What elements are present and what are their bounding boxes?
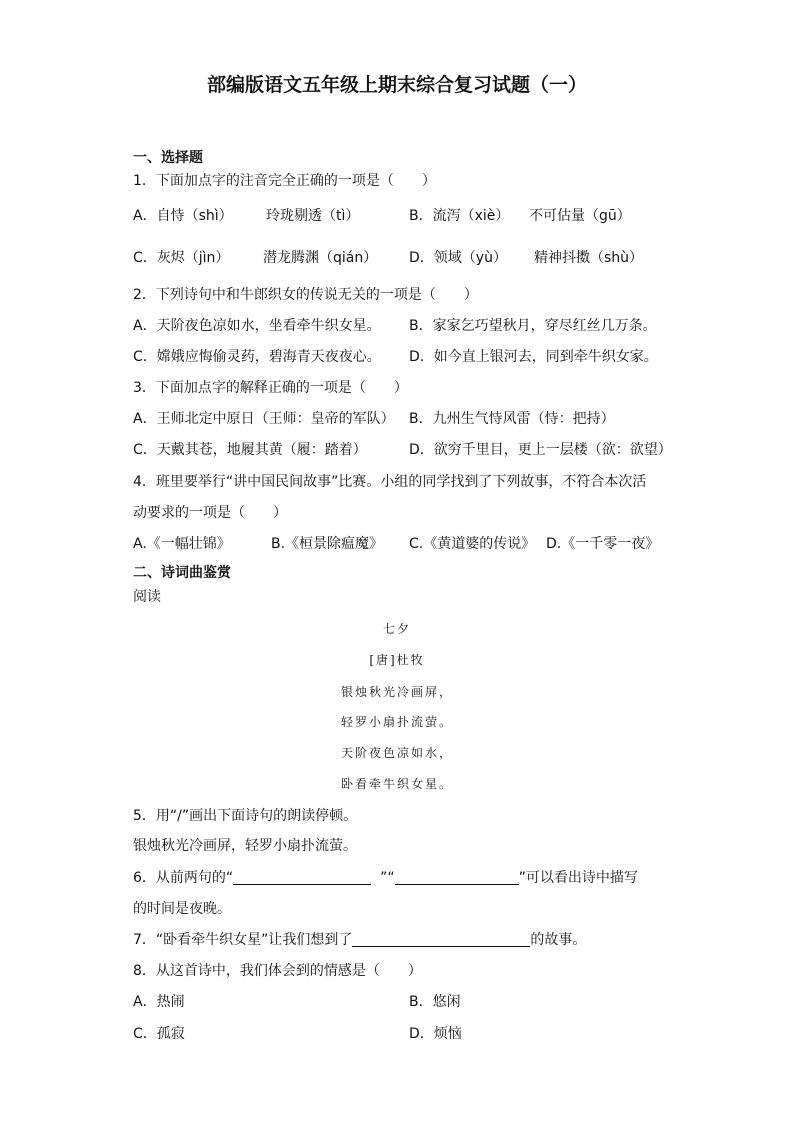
q4-option-b: B.《桓景除瘟魔》	[271, 536, 384, 552]
question-2-stem: 2．下列诗句中和牛郎织女的传说无关的一项是（ ）	[133, 287, 478, 303]
q3-option-d: D．欲穷千里目，更上一层楼（欲：欲望）	[409, 442, 672, 458]
q6-answer-blank-2[interactable]	[395, 870, 519, 885]
question-4-stem-line1: 4．班里要举行“讲中国民间故事”比赛。小组的同学找到了下列故事，不符合本次活	[133, 474, 647, 490]
question-8-stem: 8．从这首诗中，我们体会到的情感是（ ）	[133, 963, 422, 979]
q2-option-d: D．如今直上银河去，同到牵牛织女家。	[409, 349, 658, 365]
q8-option-b: B．悠闲	[409, 994, 461, 1010]
q1-option-a1: A．自恃（shì）	[133, 208, 233, 224]
question-6-line1	[133, 868, 638, 888]
q3-option-b: B．九州生气恃风雷（恃：把持）	[409, 411, 615, 427]
q2-option-b: B．家家乞巧望秋月，穿尽红丝几万条。	[409, 318, 657, 334]
q8-option-d: D．烦恼	[409, 1026, 462, 1042]
section-heading-poetry: 二、诗词曲鉴赏	[133, 565, 231, 581]
question-6-line2: 的时间是夜晚。	[133, 901, 231, 917]
q1-option-c1: C．灰烬（jìn）	[133, 250, 230, 266]
q7-answer-blank[interactable]	[352, 932, 530, 947]
q8-option-a: A．热闹	[133, 994, 185, 1010]
poem-line: 轻罗小扇扑流萤。	[340, 715, 453, 729]
q4-option-c: C.《黄道婆的传说》	[409, 536, 536, 552]
q6-text-part2: ”“	[380, 870, 395, 886]
q6-text-part1: 6．从前两句的“	[133, 870, 234, 886]
q1-option-a2: 玲珑剔透（tì）	[266, 208, 360, 224]
q3-option-a: A．王师北定中原日（王师：皇帝的军队）	[133, 411, 395, 427]
question-3-stem: 3．下面加点字的解释正确的一项是（ ）	[133, 380, 408, 396]
q6-answer-blank-1[interactable]	[233, 870, 371, 885]
q1-option-d1: D．领域（yù）	[409, 250, 507, 266]
q3-option-c: C．天戴其苍，地履其黄（履：踏着）	[133, 442, 367, 458]
q7-text-part2: 的故事。	[530, 932, 587, 948]
poem-line: 银烛秋光冷画屏，	[340, 685, 453, 699]
read-label: 阅读	[133, 589, 161, 605]
poem-line: 天阶夜色凉如水，	[340, 746, 453, 760]
q4-option-a: A.《一幅壮锦》	[133, 536, 231, 552]
page-title: 部编版语文五年级上期末综合复习试题（一）	[206, 74, 587, 96]
q4-option-d: D.《一千零一夜》	[546, 536, 660, 552]
q1-option-b1: B．流泻（xiè）	[409, 208, 510, 224]
q1-option-d2: 精神抖擞（shù）	[534, 250, 644, 266]
poem-line: 卧看牵牛织女星。	[340, 777, 453, 791]
q1-option-b2: 不可估量（gū）	[529, 208, 631, 224]
q8-option-c: C．孤寂	[133, 1026, 185, 1042]
q1-option-c2: 潜龙腾渊（qián）	[263, 250, 378, 266]
section-heading-choice: 一、选择题	[133, 150, 203, 166]
question-1-stem: 1．下面加点字的注音完全正确的一项是（ ）	[133, 173, 436, 189]
poem-title: 七夕	[382, 622, 411, 636]
q2-option-a: A．天阶夜色凉如水，坐看牵牛织女星。	[133, 318, 381, 334]
question-5-text: 银烛秋光冷画屏，轻罗小扇扑流萤。	[133, 838, 357, 854]
q6-text-part3: ”可以看出诗中描写	[518, 870, 638, 886]
q7-text-part1: 7．“卧看牵牛织女星”让我们想到了	[133, 932, 353, 948]
question-4-stem-line2: 动要求的一项是（ ）	[133, 505, 287, 521]
question-7-line	[133, 930, 586, 950]
question-5-stem: 5．用“/”画出下面诗句的朗读停顿。	[133, 808, 358, 824]
q2-option-c: C．嫦娥应悔偷灵药，碧海青天夜夜心。	[133, 349, 381, 365]
poem-author: [唐]杜牧	[369, 653, 425, 667]
